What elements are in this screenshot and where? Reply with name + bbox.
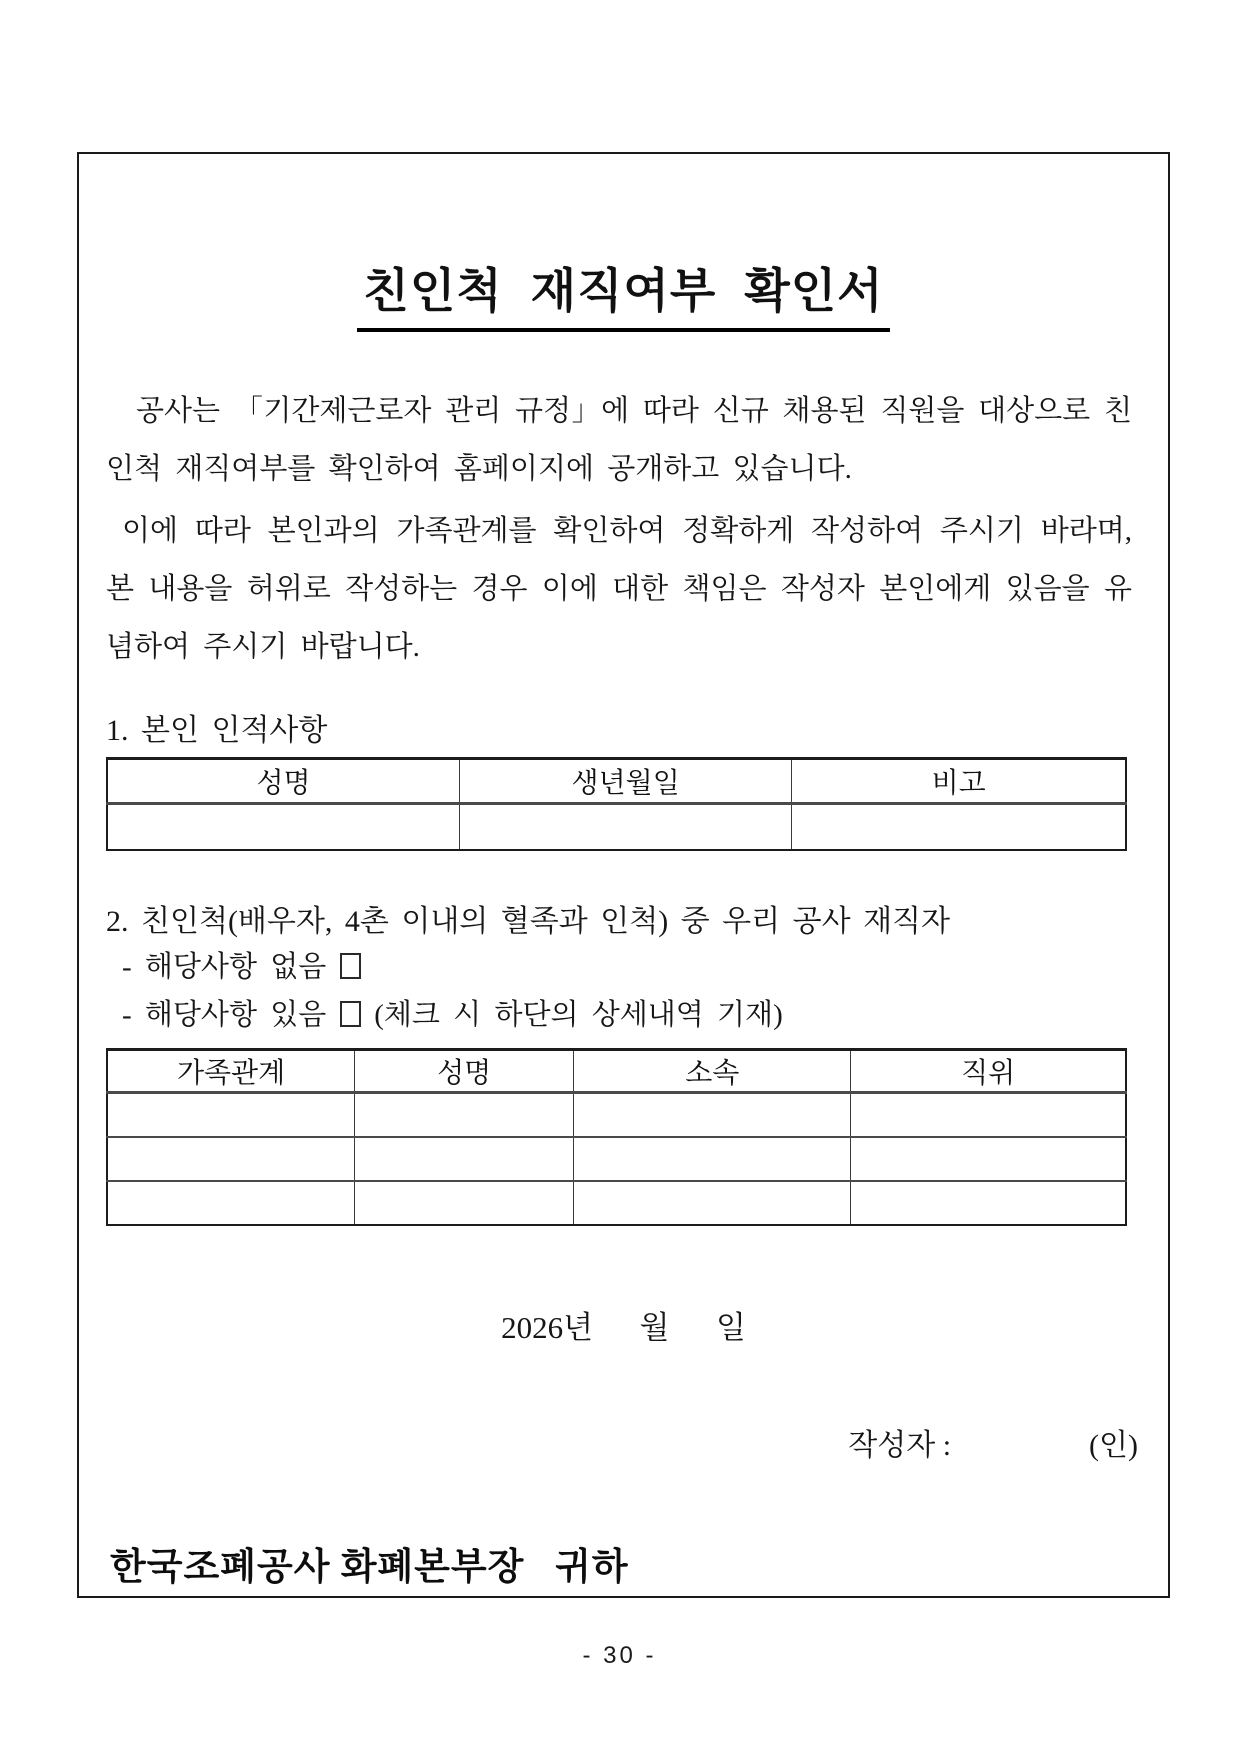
personal-info-table xyxy=(106,757,1127,851)
document-border-box xyxy=(77,152,1170,1598)
option-none-row xyxy=(122,944,1132,985)
empty-cell xyxy=(107,1137,355,1181)
col-header-name: 성명 xyxy=(107,759,460,804)
page-number: - 30 - xyxy=(582,1642,657,1669)
col-header-position: 직위 xyxy=(851,1050,1126,1093)
option-yes-note: (체크 시 하단의 상세내역 기재) xyxy=(374,999,783,1031)
relatives-header-row xyxy=(107,1050,1126,1093)
col-header-remarks: 비고 xyxy=(792,759,1126,804)
col-header-birthdate: 생년월일 xyxy=(460,759,792,804)
personal-info-header-row xyxy=(107,759,1126,804)
checkbox-none[interactable] xyxy=(340,953,361,979)
intro-paragraph: 공사는 「기간제근로자 관리 규정」에 따라 신규 채용된 직원을 대상으로 친인척 재직여부를 확인하여 홈페이지에 공개하고 있습니다. xyxy=(106,395,1132,485)
notice-paragraph: 이에 따라 본인과의 가족관계를 확인하여 정확하게 작성하여 주시기 바라며, 본 내용을 허위로 작성하는 경우 이에 대한 책임은 작성자 본인에게 있음을 유념하여 주시기 바랍니다. xyxy=(106,515,1132,663)
col-header-name2: 성명 xyxy=(355,1050,574,1093)
relatives-empty-row xyxy=(107,1181,1126,1225)
relatives-table xyxy=(106,1048,1127,1226)
empty-cell-remarks xyxy=(792,804,1126,850)
signature-label: 작성자 : xyxy=(848,1429,952,1462)
title-row xyxy=(79,254,1168,332)
signature-row xyxy=(848,1420,1138,1464)
empty-cell xyxy=(574,1093,851,1137)
col-header-department: 소속 xyxy=(574,1050,851,1093)
empty-cell xyxy=(574,1137,851,1181)
relatives-empty-row xyxy=(107,1093,1126,1137)
empty-cell xyxy=(851,1093,1126,1137)
empty-cell xyxy=(107,1181,355,1225)
empty-cell xyxy=(355,1137,574,1181)
empty-cell xyxy=(355,1181,574,1225)
relatives-empty-row xyxy=(107,1137,1126,1181)
seal-placeholder: (인) xyxy=(1089,1429,1138,1462)
empty-cell xyxy=(851,1137,1126,1181)
empty-cell-birthdate xyxy=(460,804,792,850)
empty-cell xyxy=(851,1181,1126,1225)
empty-cell-name xyxy=(107,804,460,850)
section2-heading: 2. 친인척(배우자, 4촌 이내의 혈족과 인척) 중 우리 공사 재직자 xyxy=(106,905,951,938)
option-none-label: - 해당사항 없음 xyxy=(122,951,327,983)
recipient-line: 한국조폐공사 화폐본부장 귀하 xyxy=(110,1547,629,1588)
empty-cell xyxy=(355,1093,574,1137)
empty-cell xyxy=(574,1181,851,1225)
option-yes-label: - 해당사항 있음 xyxy=(122,999,327,1031)
personal-info-empty-row xyxy=(107,804,1126,850)
page-title: 친인척 재직여부 확인서 xyxy=(357,254,889,332)
col-header-relationship: 가족관계 xyxy=(107,1050,355,1093)
section1-heading: 1. 본인 인적사항 xyxy=(106,714,328,747)
empty-cell xyxy=(107,1093,355,1137)
option-yes-row xyxy=(122,992,1132,1033)
checkbox-yes[interactable] xyxy=(340,1001,361,1027)
date-line: 2026년 월 일 xyxy=(501,1310,746,1345)
